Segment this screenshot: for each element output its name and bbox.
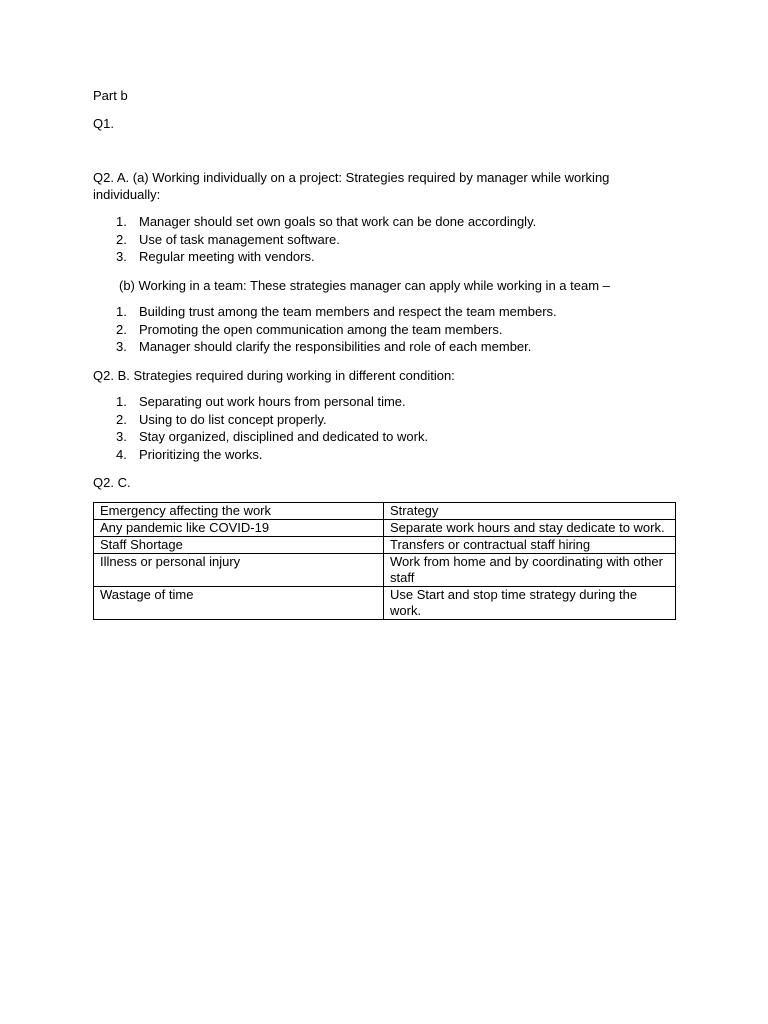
table-cell: Illness or personal injury	[94, 554, 384, 587]
list-text: Using to do list concept properly.	[139, 411, 327, 427]
table-cell: Use Start and stop time strategy during the work.	[384, 587, 676, 620]
part-heading: Part b	[93, 88, 128, 103]
table-cell: Work from home and by coordinating with other staff	[384, 554, 676, 587]
list-text: Promoting the open communication among the team members.	[139, 321, 503, 337]
list-text: Manager should clarify the responsibilities and role of each member.	[139, 339, 532, 354]
table-cell: Separate work hours and stay dedicate to work.	[384, 520, 676, 537]
table-cell: Wastage of time	[94, 587, 384, 620]
list-number: 2.	[116, 321, 127, 337]
list-text: Use of task management software.	[139, 231, 340, 247]
list-number: 2.	[116, 231, 127, 247]
table-cell: Staff Shortage	[94, 537, 384, 554]
q2c-label: Q2. C.	[93, 475, 131, 490]
table-row	[94, 537, 676, 554]
list-text: Prioritizing the works.	[139, 446, 263, 462]
list-text: Stay organized, disciplined and dedicated to work.	[139, 429, 429, 444]
list-number: 1.	[116, 394, 127, 409]
emergency-strategy-table	[93, 502, 676, 620]
list-text: Separating out work hours from personal time.	[139, 394, 406, 409]
list-text: Regular meeting with vendors.	[139, 249, 315, 264]
q2b-intro: Q2. B. Strategies required during working in different condition:	[93, 368, 455, 383]
q1-label: Q1.	[93, 116, 114, 131]
list-number: 1.	[116, 304, 127, 319]
q2a-intro: Q2. A. (a) Working individually on a project: Strategies required by manager while working individually:	[93, 170, 610, 202]
table-header-row	[94, 503, 676, 520]
table-header-cell: Emergency affecting the work	[94, 503, 384, 520]
list-number: 3.	[116, 339, 127, 354]
table-cell: Transfers or contractual staff hiring	[384, 537, 676, 554]
table-row	[94, 554, 676, 587]
list-number: 3.	[116, 429, 127, 444]
table-header-cell: Strategy	[384, 503, 676, 520]
list-number: 2.	[116, 411, 127, 427]
table-row	[94, 520, 676, 537]
list-number: 4.	[116, 446, 127, 462]
list-number: 3.	[116, 249, 127, 264]
list-text: Manager should set own goals so that work can be done accordingly.	[139, 214, 537, 229]
list-number: 1.	[116, 214, 127, 229]
list-text: Building trust among the team members and respect the team members.	[139, 304, 557, 319]
q2a-team-intro: (b) Working in a team: These strategies manager can apply while working in a team –	[119, 278, 610, 293]
table-cell: Any pandemic like COVID-19	[94, 520, 384, 537]
table-row	[94, 587, 676, 620]
